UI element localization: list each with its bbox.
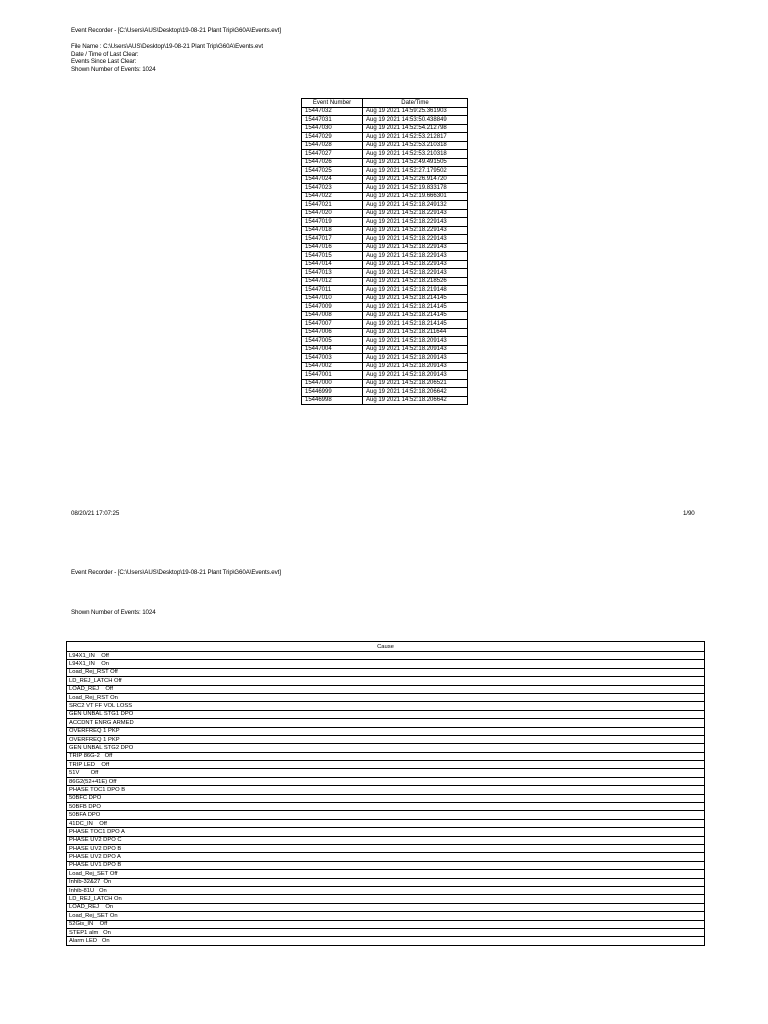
date-time-cell: Aug 19 2021 14:52:18.209143 <box>363 362 468 371</box>
table-row <box>67 886 705 894</box>
table-row <box>67 777 705 785</box>
table-row <box>302 150 468 159</box>
table-row <box>67 744 705 752</box>
cause-cell: 50BFB DPO <box>67 803 705 811</box>
page1-meta-events-since-clear: Events Since Last Clear: <box>71 58 137 65</box>
event-number-cell: 15447013 <box>302 269 363 278</box>
event-number-cell: 15447004 <box>302 345 363 354</box>
table-row <box>67 702 705 710</box>
event-number-cell: 15447011 <box>302 286 363 295</box>
event-number-cell: 15446999 <box>302 388 363 397</box>
date-time-cell: Aug 19 2021 14:52:18.249132 <box>363 201 468 210</box>
date-time-cell: Aug 19 2021 14:52:18.209143 <box>363 345 468 354</box>
cause-cell: 52Gis_IN Off <box>67 920 705 928</box>
date-time-cell: Aug 19 2021 14:52:18.211644 <box>363 328 468 337</box>
table-row <box>67 786 705 794</box>
cause-cell: LOAD_REJ On <box>67 903 705 911</box>
date-time-cell: Aug 19 2021 14:59:25.361903 <box>363 107 468 116</box>
date-time-cell: Aug 19 2021 14:52:18.229143 <box>363 243 468 252</box>
date-time-cell: Aug 19 2021 14:52:53.210318 <box>363 150 468 159</box>
date-time-cell: Aug 19 2021 14:52:18.229143 <box>363 218 468 227</box>
date-time-cell: Aug 19 2021 14:52:18.214145 <box>363 320 468 329</box>
cause-cell: L94X1_IN Off <box>67 652 705 660</box>
event-number-cell: 15447019 <box>302 218 363 227</box>
cause-cell: Alarm LED On <box>67 937 705 945</box>
event-number-cell: 15447003 <box>302 354 363 363</box>
table-row <box>302 209 468 218</box>
page1-footer-date: 08/20/21 17:07:25 <box>71 510 120 517</box>
cause-table-header-row <box>67 642 705 652</box>
cause-cell: Load_Rej_SET Off <box>67 870 705 878</box>
table-row <box>302 260 468 269</box>
event-number-cell: 15446998 <box>302 396 363 405</box>
date-time-cell: Aug 19 2021 14:52:19.833178 <box>363 184 468 193</box>
date-time-header: Date/Time <box>363 99 468 108</box>
page2-shown-events: Shown Number of Events: 1024 <box>71 609 156 616</box>
table-row <box>67 727 705 735</box>
cause-cell: PHASE UV2 DPO B <box>67 844 705 852</box>
event-number-cell: 15447008 <box>302 311 363 320</box>
page1-meta-last-clear: Date / Time of Last Clear: <box>71 50 139 58</box>
event-number-cell: 15447029 <box>302 133 363 142</box>
table-row <box>67 761 705 769</box>
event-number-header: Event Number <box>302 99 363 108</box>
table-row <box>302 107 468 116</box>
table-row <box>302 252 468 261</box>
table-row <box>67 937 705 945</box>
cause-table <box>66 641 705 946</box>
table-row <box>302 158 468 167</box>
event-number-cell: 15447007 <box>302 320 363 329</box>
date-time-cell: Aug 19 2021 14:52:19.666301 <box>363 192 468 201</box>
event-number-cell: 15447023 <box>302 184 363 193</box>
event-number-cell: 15447027 <box>302 150 363 159</box>
event-number-cell: 15447012 <box>302 277 363 286</box>
cause-cell: TRIP 86G-2 Off <box>67 752 705 760</box>
cause-cell: PHASE TOC1 DPO B <box>67 786 705 794</box>
table-row <box>302 167 468 176</box>
cause-cell: 86G2(52+41E) Off <box>67 777 705 785</box>
table-row <box>302 379 468 388</box>
cause-cell: OVERFREQ 1 PKP <box>67 735 705 743</box>
table-row <box>67 652 705 660</box>
event-number-cell: 15447006 <box>302 328 363 337</box>
event-number-cell: 15447032 <box>302 107 363 116</box>
event-number-cell: 15447000 <box>302 379 363 388</box>
page2-title: Event Recorder - [C:\Users\AUS\Desktop\19-08-21 Plant Trip\G60A\Events.evt] <box>71 569 281 576</box>
table-row <box>67 861 705 869</box>
table-row <box>67 668 705 676</box>
table-row <box>302 218 468 227</box>
date-time-cell: Aug 19 2021 14:52:18.229143 <box>363 209 468 218</box>
table-row <box>302 175 468 184</box>
table-row <box>302 235 468 244</box>
table-row <box>67 794 705 802</box>
event-number-cell: 15447016 <box>302 243 363 252</box>
page1-meta-file-name: File Name : C:\Users\AUS\Desktop\19-08-21 Plant Trip\G60A\Events.evt <box>71 43 263 50</box>
event-number-cell: 15447022 <box>302 192 363 201</box>
table-row <box>67 870 705 878</box>
table-row <box>302 362 468 371</box>
table-row <box>67 903 705 911</box>
date-time-cell: Aug 19 2021 14:53:50.438849 <box>363 116 468 125</box>
date-time-cell: Aug 19 2021 14:52:18.229143 <box>363 235 468 244</box>
table-row <box>302 345 468 354</box>
cause-cell: 41DC_IN Off <box>67 819 705 827</box>
cause-cell: Load_Rej_SET On <box>67 912 705 920</box>
table-row <box>67 811 705 819</box>
date-time-cell: Aug 19 2021 14:52:18.218526 <box>363 277 468 286</box>
event-number-cell: 15447001 <box>302 371 363 380</box>
table-row <box>302 243 468 252</box>
cause-cell: LD_REJ_LATCH Off <box>67 677 705 685</box>
cause-cell: ACCDNT ENRG ARMED <box>67 719 705 727</box>
table-row <box>302 328 468 337</box>
table-row <box>67 685 705 693</box>
event-number-cell: 15447030 <box>302 124 363 133</box>
table-row <box>302 277 468 286</box>
table-row <box>302 286 468 295</box>
table-row <box>67 853 705 861</box>
table-row <box>302 354 468 363</box>
table-row <box>302 133 468 142</box>
table-row <box>302 192 468 201</box>
table-row <box>302 337 468 346</box>
cause-cell: 50BFC DPO <box>67 794 705 802</box>
table-row <box>302 396 468 405</box>
cause-cell: STEP1 alm On <box>67 928 705 936</box>
table-row <box>67 677 705 685</box>
date-time-cell: Aug 19 2021 14:52:18.209143 <box>363 337 468 346</box>
event-number-cell: 15447021 <box>302 201 363 210</box>
event-number-cell: 15447002 <box>302 362 363 371</box>
date-time-cell: Aug 19 2021 14:52:53.212817 <box>363 133 468 142</box>
table-row <box>302 201 468 210</box>
cause-cell: SRC2 VT FF VOL LOSS <box>67 702 705 710</box>
date-time-cell: Aug 19 2021 14:52:54.212798 <box>363 124 468 133</box>
cause-cell: Inhib-32&27 On <box>67 878 705 886</box>
table-row <box>67 920 705 928</box>
event-number-cell: 15447014 <box>302 260 363 269</box>
date-time-cell: Aug 19 2021 14:52:27.179502 <box>363 167 468 176</box>
date-time-cell: Aug 19 2021 14:52:18.214145 <box>363 303 468 312</box>
date-time-cell: Aug 19 2021 14:52:18.214145 <box>363 294 468 303</box>
table-row <box>67 769 705 777</box>
date-time-cell: Aug 19 2021 14:52:18.206642 <box>363 388 468 397</box>
table-row <box>302 303 468 312</box>
event-table <box>301 98 468 405</box>
event-number-cell: 15447018 <box>302 226 363 235</box>
cause-table-body <box>67 652 705 946</box>
table-row <box>302 320 468 329</box>
table-row <box>67 719 705 727</box>
event-number-cell: 15447015 <box>302 252 363 261</box>
table-row <box>67 819 705 827</box>
table-row <box>67 803 705 811</box>
date-time-cell: Aug 19 2021 14:52:18.206642 <box>363 396 468 405</box>
event-number-cell: 15447017 <box>302 235 363 244</box>
date-time-cell: Aug 19 2021 14:52:18.229143 <box>363 260 468 269</box>
date-time-cell: Aug 19 2021 14:52:18.229143 <box>363 226 468 235</box>
cause-cell: LD_REJ_LATCH On <box>67 895 705 903</box>
table-row <box>302 371 468 380</box>
table-row <box>302 226 468 235</box>
date-time-cell: Aug 19 2021 14:52:18.219148 <box>363 286 468 295</box>
table-row <box>67 912 705 920</box>
event-table-header-row <box>302 99 468 108</box>
date-time-cell: Aug 19 2021 14:52:18.229143 <box>363 269 468 278</box>
cause-cell: PHASE UV2 DPO A <box>67 853 705 861</box>
cause-cell: L94X1_IN On <box>67 660 705 668</box>
page1-footer-page: 1/90 <box>683 510 695 517</box>
table-row <box>302 116 468 125</box>
date-time-cell: Aug 19 2021 14:52:18.209143 <box>363 354 468 363</box>
table-row <box>67 660 705 668</box>
event-number-cell: 15447024 <box>302 175 363 184</box>
cause-header: Cause <box>67 642 705 652</box>
cause-cell: GEN UNBAL STG1 DPO <box>67 710 705 718</box>
cause-cell: GEN UNBAL STG2 DPO <box>67 744 705 752</box>
event-number-cell: 15447010 <box>302 294 363 303</box>
date-time-cell: Aug 19 2021 14:52:18.214145 <box>363 311 468 320</box>
table-row <box>302 294 468 303</box>
page1-title: Event Recorder - [C:\Users\AUS\Desktop\19-08-21 Plant Trip\G60A\Events.evt] <box>71 27 281 34</box>
cause-cell: 51V Off <box>67 769 705 777</box>
table-row <box>302 141 468 150</box>
table-row <box>67 710 705 718</box>
event-number-cell: 15447028 <box>302 141 363 150</box>
cause-cell: LOAD_REJ Off <box>67 685 705 693</box>
cause-cell: PHASE UV1 DPO B <box>67 861 705 869</box>
event-number-cell: 15447005 <box>302 337 363 346</box>
cause-cell: Inhib-81U On <box>67 886 705 894</box>
cause-cell: 50BFA DPO <box>67 811 705 819</box>
table-row <box>302 388 468 397</box>
table-row <box>67 844 705 852</box>
table-row <box>302 124 468 133</box>
date-time-cell: Aug 19 2021 14:52:18.209143 <box>363 371 468 380</box>
table-row <box>67 828 705 836</box>
cause-cell: OVERFREQ 1 PKP <box>67 727 705 735</box>
cause-cell: Load_Rej_RST On <box>67 693 705 701</box>
date-time-cell: Aug 19 2021 14:52:18.229143 <box>363 252 468 261</box>
event-table-body <box>302 107 468 405</box>
event-number-cell: 15447026 <box>302 158 363 167</box>
page1-meta-shown-events: Shown Number of Events: 1024 <box>71 65 156 73</box>
table-row <box>67 752 705 760</box>
date-time-cell: Aug 19 2021 14:52:53.210318 <box>363 141 468 150</box>
table-row <box>302 269 468 278</box>
event-number-cell: 15447020 <box>302 209 363 218</box>
event-number-cell: 15447031 <box>302 116 363 125</box>
table-row <box>67 895 705 903</box>
cause-cell: PHASE TOC1 DPO A <box>67 828 705 836</box>
table-row <box>67 928 705 936</box>
date-time-cell: Aug 19 2021 14:52:26.914720 <box>363 175 468 184</box>
table-row <box>302 311 468 320</box>
cause-cell: PHASE UV2 DPO C <box>67 836 705 844</box>
table-row <box>67 735 705 743</box>
cause-cell: Load_Rej_RST Off <box>67 668 705 676</box>
date-time-cell: Aug 19 2021 14:52:49.491505 <box>363 158 468 167</box>
table-row <box>67 693 705 701</box>
event-number-cell: 15447009 <box>302 303 363 312</box>
date-time-cell: Aug 19 2021 14:52:18.206521 <box>363 379 468 388</box>
table-row <box>302 184 468 193</box>
event-number-cell: 15447025 <box>302 167 363 176</box>
cause-cell: TRIP LED Off <box>67 761 705 769</box>
table-row <box>67 878 705 886</box>
table-row <box>67 836 705 844</box>
